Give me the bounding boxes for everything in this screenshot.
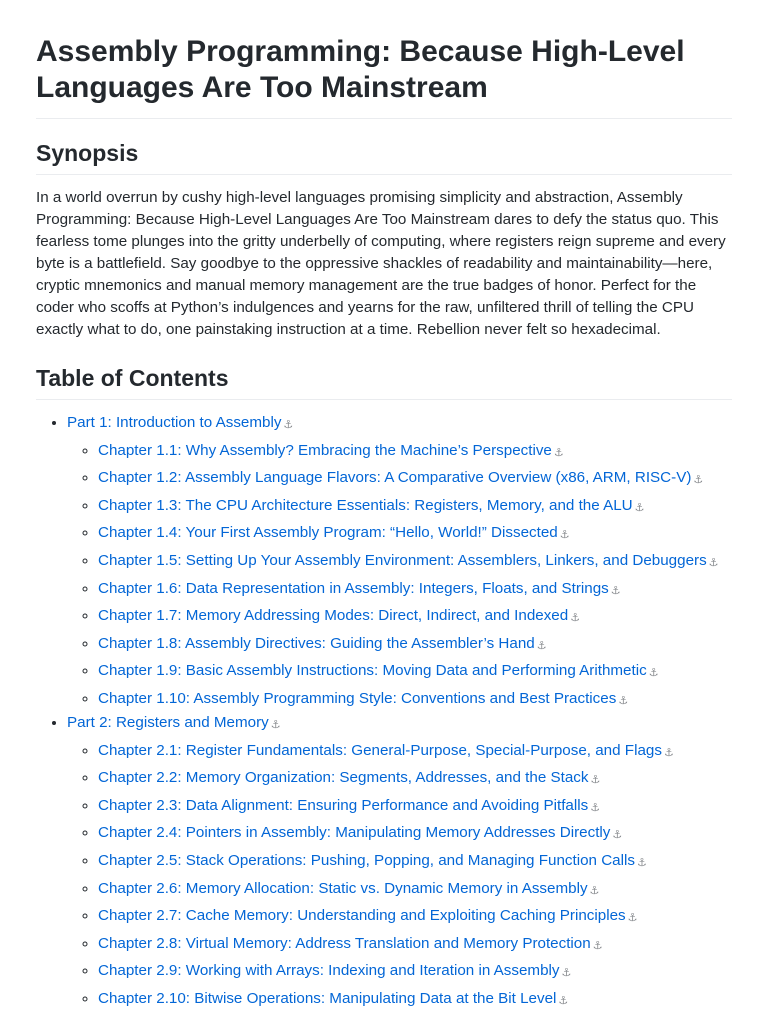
chapter-link-2-10[interactable]: Chapter 2.10: Bitwise Operations: Manipulating Data at the Bit Level: [98, 989, 557, 1007]
chapter-link-2-8[interactable]: Chapter 2.8: Virtual Memory: Address Translation and Memory Protection: [98, 934, 591, 952]
toc-chapter-item: [98, 605, 732, 629]
chapter-link-2-7[interactable]: Chapter 2.7: Cache Memory: Understanding and Exploiting Caching Principles: [98, 907, 626, 925]
chapter-link-2-3[interactable]: Chapter 2.3: Data Alignment: Ensuring Performance and Avoiding Pitfalls: [98, 796, 589, 814]
chapter-link-1-3[interactable]: Chapter 1.3: The CPU Architecture Essentials: Registers, Memory, and the ALU: [98, 496, 633, 514]
toc-chapter-item: [98, 795, 732, 819]
chapter-link-1-4[interactable]: Chapter 1.4: Your First Assembly Program: “Hello, World!” Dissected: [98, 524, 558, 542]
synopsis-heading: Synopsis: [36, 139, 732, 175]
anchor-icon[interactable]: ⚓: [283, 419, 294, 431]
anchor-icon[interactable]: ⚓: [708, 556, 719, 569]
toc-chapter-item: [98, 550, 732, 574]
toc-chapter-item: [98, 660, 732, 684]
toc-part-1-link[interactable]: Part 1: Introduction to Assembly: [67, 414, 282, 431]
chapter-link-1-1[interactable]: Chapter 1.1: Why Assembly? Embracing the Machine’s Perspective: [98, 441, 552, 459]
toc-chapter-item: [98, 578, 732, 602]
anchor-icon[interactable]: ⚓: [636, 856, 647, 869]
toc-chapter-item: [98, 740, 732, 764]
anchor-icon[interactable]: ⚓: [570, 612, 581, 625]
table-of-contents: [36, 412, 732, 1012]
anchor-icon[interactable]: ⚓: [627, 912, 638, 925]
toc-chapter-item: [98, 850, 732, 874]
anchor-icon[interactable]: ⚓: [589, 884, 600, 897]
chapter-link-1-8[interactable]: Chapter 1.8: Assembly Directives: Guiding the Assembler’s Hand: [98, 634, 535, 652]
toc-chapter-item: [98, 495, 732, 519]
anchor-icon[interactable]: ⚓: [663, 746, 674, 759]
anchor-icon[interactable]: ⚓: [561, 967, 572, 980]
synopsis-paragraph: In a world overrun by cushy high-level languages promising simplicity and abstraction, Assembly Programming: Because High-Level Languages Are Too Mainstream dares to defy the status quo. This fearless tome plunges into the gritty underbelly of computing, where registers reign supreme and every byte is a battlefield. Say goodbye to the oppressive shackles of readability and maintainability—here, cryptic mnemonics and manual memory management are the true badges of honor. Perfect for the coder who scoffs at Python’s indulgences and yearns for the raw, unfiltered thrill of telling the CPU exactly what to do, one painstaking instruction at a time. Rebellion never felt so hexadecimal.: [36, 189, 726, 338]
toc-chapter-item: [98, 905, 732, 929]
toc-chapter-item: [98, 522, 732, 546]
toc-part-2-chapters: [67, 740, 732, 1012]
toc-chapter-item: [98, 960, 732, 984]
toc-part-2-link[interactable]: Part 2: Registers and Memory: [67, 713, 269, 731]
chapter-link-1-9[interactable]: Chapter 1.9: Basic Assembly Instructions: Moving Data and Performing Arithmetic: [98, 662, 647, 680]
toc-chapter-item: [98, 933, 732, 957]
anchor-icon[interactable]: ⚓: [612, 829, 623, 842]
chapter-link-2-2[interactable]: Chapter 2.2: Memory Organization: Segments, Addresses, and the Stack: [98, 769, 589, 787]
toc-chapter-item: [98, 988, 732, 1012]
page-title: Assembly Programming: Because High-Level Languages Are Too Mainstream: [36, 34, 732, 119]
chapter-link-2-4[interactable]: Chapter 2.4: Pointers in Assembly: Manipulating Memory Addresses Directly: [98, 824, 611, 842]
chapter-link-2-9[interactable]: Chapter 2.9: Working with Arrays: Indexing and Iteration in Assembly: [98, 962, 560, 980]
anchor-icon[interactable]: ⚓: [693, 474, 704, 487]
anchor-icon[interactable]: ⚓: [559, 529, 570, 542]
anchor-icon[interactable]: ⚓: [592, 939, 603, 952]
anchor-icon[interactable]: ⚓: [634, 501, 645, 514]
toc-chapter-item: [98, 822, 732, 846]
chapter-link-1-5[interactable]: Chapter 1.5: Setting Up Your Assembly Environment: Assemblers, Linkers, and Debuggers: [98, 551, 707, 569]
chapter-link-2-6[interactable]: Chapter 2.6: Memory Allocation: Static vs. Dynamic Memory in Assembly: [98, 879, 588, 897]
anchor-icon[interactable]: ⚓: [648, 667, 659, 680]
toc-chapter-item: [98, 767, 732, 791]
toc-chapter-item: [98, 440, 732, 464]
toc-part-1: [67, 412, 732, 712]
toc-chapter-item: [98, 688, 732, 712]
anchor-icon[interactable]: ⚓: [536, 639, 547, 652]
anchor-icon[interactable]: ⚓: [610, 584, 621, 597]
anchor-icon[interactable]: ⚓: [590, 774, 601, 787]
anchor-icon[interactable]: ⚓: [618, 694, 629, 707]
toc-heading: Table of Contents: [36, 364, 732, 400]
toc-part-2: [67, 712, 732, 1012]
anchor-icon[interactable]: ⚓: [558, 994, 569, 1007]
chapter-link-1-2[interactable]: Chapter 1.2: Assembly Language Flavors: A Comparative Overview (x86, ARM, RISC-V): [98, 469, 692, 487]
chapter-link-1-7[interactable]: Chapter 1.7: Memory Addressing Modes: Direct, Indirect, and Indexed: [98, 607, 569, 625]
anchor-icon[interactable]: ⚓: [553, 446, 564, 459]
chapter-link-2-5[interactable]: Chapter 2.5: Stack Operations: Pushing, Popping, and Managing Function Calls: [98, 851, 635, 869]
toc-part-1-chapters: [67, 440, 732, 712]
toc-chapter-item: [98, 467, 732, 491]
chapter-link-2-1[interactable]: Chapter 2.1: Register Fundamentals: General-Purpose, Special-Purpose, and Flags: [98, 741, 662, 759]
chapter-link-1-6[interactable]: Chapter 1.6: Data Representation in Assembly: Integers, Floats, and Strings: [98, 579, 609, 597]
toc-chapter-item: [98, 633, 732, 657]
toc-chapter-item: [98, 878, 732, 902]
anchor-icon[interactable]: ⚓: [590, 801, 601, 814]
chapter-link-1-10[interactable]: Chapter 1.10: Assembly Programming Style: Conventions and Best Practices: [98, 689, 617, 707]
anchor-icon[interactable]: ⚓: [270, 718, 281, 731]
